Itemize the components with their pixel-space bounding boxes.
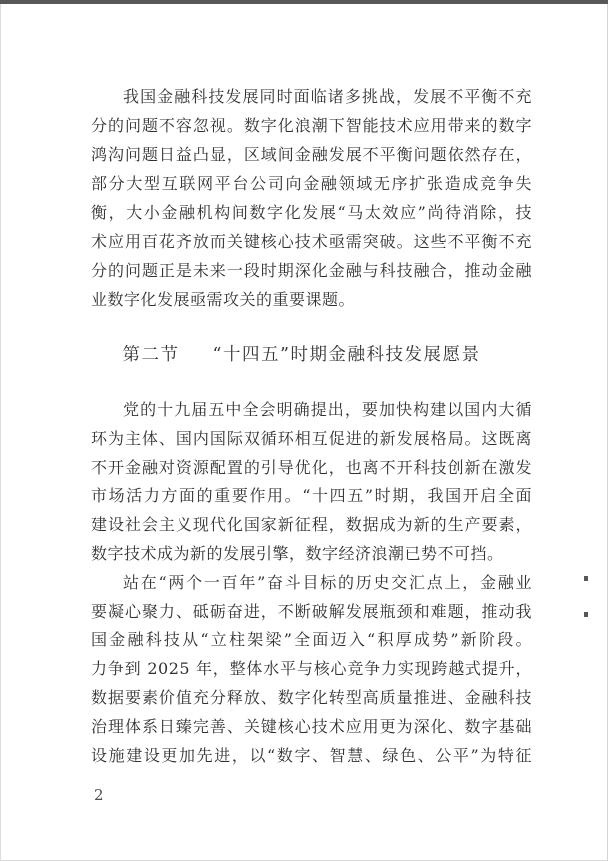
text-line: 设施建设更加先进，以“数字、智慧、绿色、公平”为特征: [91, 745, 532, 765]
text-line: 站在“两个一百年”奋斗目标的历史交汇点上，金融业: [123, 572, 532, 592]
text-line: 建设社会主义现代化国家新征程，数据成为新的生产要素，: [91, 515, 532, 535]
text-line: 我国金融科技发展同时面临诸多挑战，发展不平衡不充: [123, 87, 532, 106]
scan-top-edge: [0, 0, 608, 4]
text-line: 业数字化发展亟需攻关的重要课题。: [91, 290, 356, 309]
text-line: 环为主体、国内国际双循环相互促进的新发展格局。这既离: [91, 428, 532, 448]
section-heading: [81, 340, 522, 370]
text-line: 分的问题不容忽视。数字化浪潮下智能技术应用带来的数字: [91, 116, 532, 135]
text-line: 部分大型互联网平台公司向金融领域无序扩张造成竞争失: [91, 174, 532, 193]
text-line: 鸿沟问题日益凸显，区域间金融发展不平衡问题依然存在，: [91, 145, 532, 164]
scan-speck: [584, 612, 588, 617]
heading-gap: [180, 340, 213, 370]
text-line: 不开金融对资源配置的引导优化，也离不开科技创新在激发: [91, 457, 532, 477]
scan-speck: [584, 576, 588, 581]
text-line: 数字技术成为新的发展引擎，数字经济浪潮已势不可挡。: [91, 543, 504, 563]
heading-title: “十四五”时期金融科技发展愿景: [212, 345, 481, 365]
text-line: 力争到 2025 年，整体水平与核心竞争力实现跨越式提升，: [91, 659, 532, 679]
text-line: 衡，大小金融机构间数字化发展“马太效应”尚待消除，技: [91, 203, 532, 222]
paragraph-2: [91, 396, 532, 770]
text-line: 治理体系日臻完善、关键核心技术应用更为深化、数字基础: [91, 716, 532, 736]
text-line: 要凝心聚力、砥砺奋进，不断破解发展瓶颈和难题，推动我: [91, 601, 532, 621]
text-line: 市场活力方面的重要作用。“十四五”时期，我国开启全面: [91, 486, 532, 506]
text-line: 分的问题正是未来一段时期深化金融与科技融合，推动金融: [91, 261, 532, 280]
text-line: 数据要素价值充分释放、数字化转型高质量推进、金融科技: [91, 687, 532, 707]
heading-section-label: 第二节: [122, 345, 180, 365]
paragraph-1: [91, 82, 532, 314]
text-line: 党的十九届五中全会明确提出，要加快构建以国内大循: [123, 400, 532, 419]
text-line: 术应用百花齐放而关键核心技术亟需突破。这些不平衡不充: [91, 232, 532, 251]
page-number: 2: [94, 786, 104, 804]
text-line: 国金融科技从“立柱架梁”全面迈入“积厚成势”新阶段。: [91, 630, 532, 650]
